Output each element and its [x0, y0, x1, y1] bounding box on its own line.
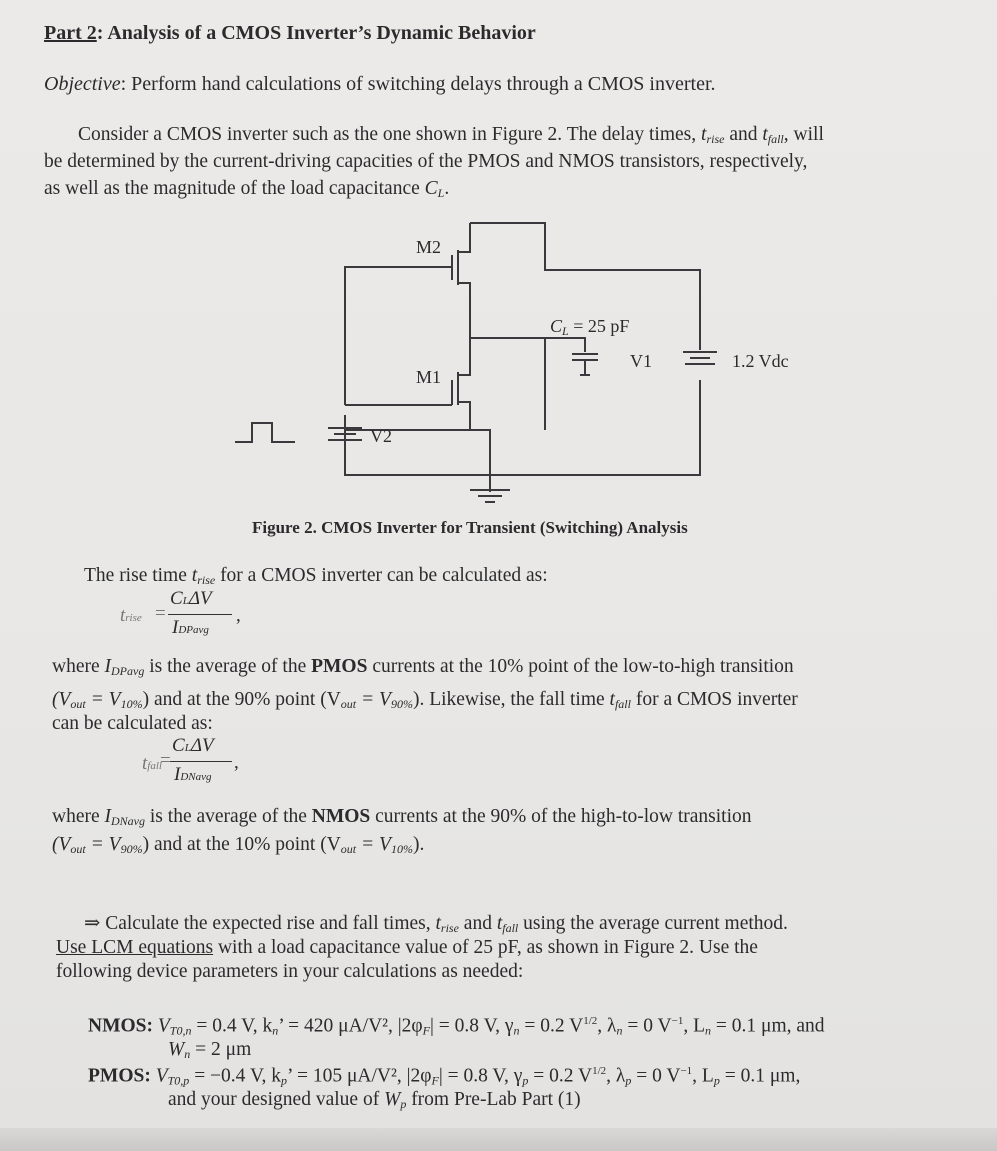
figure-caption: Figure 2. CMOS Inverter for Transient (Switching) Analysis	[252, 518, 688, 537]
rise-eq-den: IDPavg	[172, 617, 209, 638]
page-title: Part 2: Analysis of a CMOS Inverter’s Dynamic Behavior	[44, 22, 536, 44]
pulse-icon	[235, 423, 295, 442]
intro-line-1: Consider a CMOS inverter such as the one shown in Figure 2. The delay times, $t_{rise}$ and $t_{fall}$, will	[78, 124, 824, 146]
arrow-icon: ⇒	[84, 913, 101, 934]
v1-value: 1.2 Vdc	[732, 351, 789, 371]
fall-where-1: where $I_{DNavg}$ is the average of the NMOS currents at the 90% of the high-to-low transition	[52, 806, 752, 828]
fall-eq-num: CLΔV	[172, 735, 214, 756]
intro-line-2: be determined by the current-driving capacities of the PMOS and NMOS transistors, respectively,	[44, 151, 808, 172]
task-line-2: Use LCM equations with a load capacitance value of 25 pF, as shown in Figure 2. Use the	[56, 937, 758, 958]
rise-eq-lhs: trise	[120, 605, 142, 626]
v2-label: V2	[370, 426, 392, 446]
objective-line: Objective: Perform hand calculations of switching delays through a CMOS inverter.	[44, 73, 716, 95]
pmos-params-line-1: PMOS: $V_{T0,p} = -0.4$ V, $k_p$’ = 105 μA/V², $|2\varphi_F| = 0.8$ V, $\gamma_p = 0.2$ $V^{1/2}$, $\lambda_p = 0$ $V^{-1}$, $L_p = 0.1$ μm,	[88, 1065, 801, 1088]
fall-equation: tfall = CLΔV IDNavg ,	[142, 735, 239, 785]
v1-label: V1	[630, 351, 652, 371]
rise-where-1: where $I_{DPavg}$ is the average of the PMOS currents at the 10% point of the low-to-high transition	[52, 656, 794, 678]
rise-eq-num: CLΔV	[170, 588, 212, 609]
rise-equation: trise = CLΔV IDPavg ,	[120, 588, 241, 638]
cl-label: CL = 25 pF	[550, 316, 630, 338]
nmos-params-line-2: $W_n = 2$ μm	[168, 1039, 252, 1061]
rise-where-3: can be calculated as:	[52, 713, 213, 734]
nmos-params-line-1: NMOS: $V_{T0,n} = 0.4$ V, $k_n$’ = 420 μA/V², $|2\varphi_F| = 0.8$ V, $\gamma_n = 0.2$ $V^{1/2}$, $\lambda_n = 0$ $V^{-1}$, $L_n = 0.1$ μm, and	[88, 1015, 825, 1038]
rise-eq-fraction-bar	[168, 614, 232, 615]
page-bottom-edge	[0, 1128, 997, 1151]
m2-label: M2	[416, 237, 442, 257]
ground-wire	[345, 380, 700, 475]
task-line-1: ⇒ Calculate the expected rise and fall times, $t_{rise}$ and $t_{fall}$ using the average current method.	[84, 913, 788, 935]
fall-eq-lhs: tfall	[142, 753, 162, 774]
intro-line-3: as well as the magnitude of the load capacitance $C_L$.	[44, 178, 450, 200]
task-line-3: following device parameters in your calculations as needed:	[56, 961, 524, 982]
fall-eq-fraction-bar	[170, 761, 232, 762]
pmos-params-line-2: and your designed value of $W_p$ from Pre-Lab Part (1)	[168, 1089, 581, 1111]
rise-where-2: $(V_{out} = V_{10\%})$ and at the 90% point $(V_{out} = V_{90\%})$. Likewise, the fall time $t_{fall}$ for a CMOS inverter	[52, 689, 798, 711]
fall-eq-den: IDNavg	[174, 764, 212, 785]
fall-where-2: $(V_{out} = V_{90\%})$ and at the 10% point $(V_{out} = V_{10\%})$.	[52, 834, 425, 856]
cmos-inverter-schematic	[220, 210, 840, 510]
m1-label: M1	[416, 367, 442, 387]
rise-intro: The rise time $t_{rise}$ for a CMOS inverter can be calculated as:	[84, 565, 548, 587]
